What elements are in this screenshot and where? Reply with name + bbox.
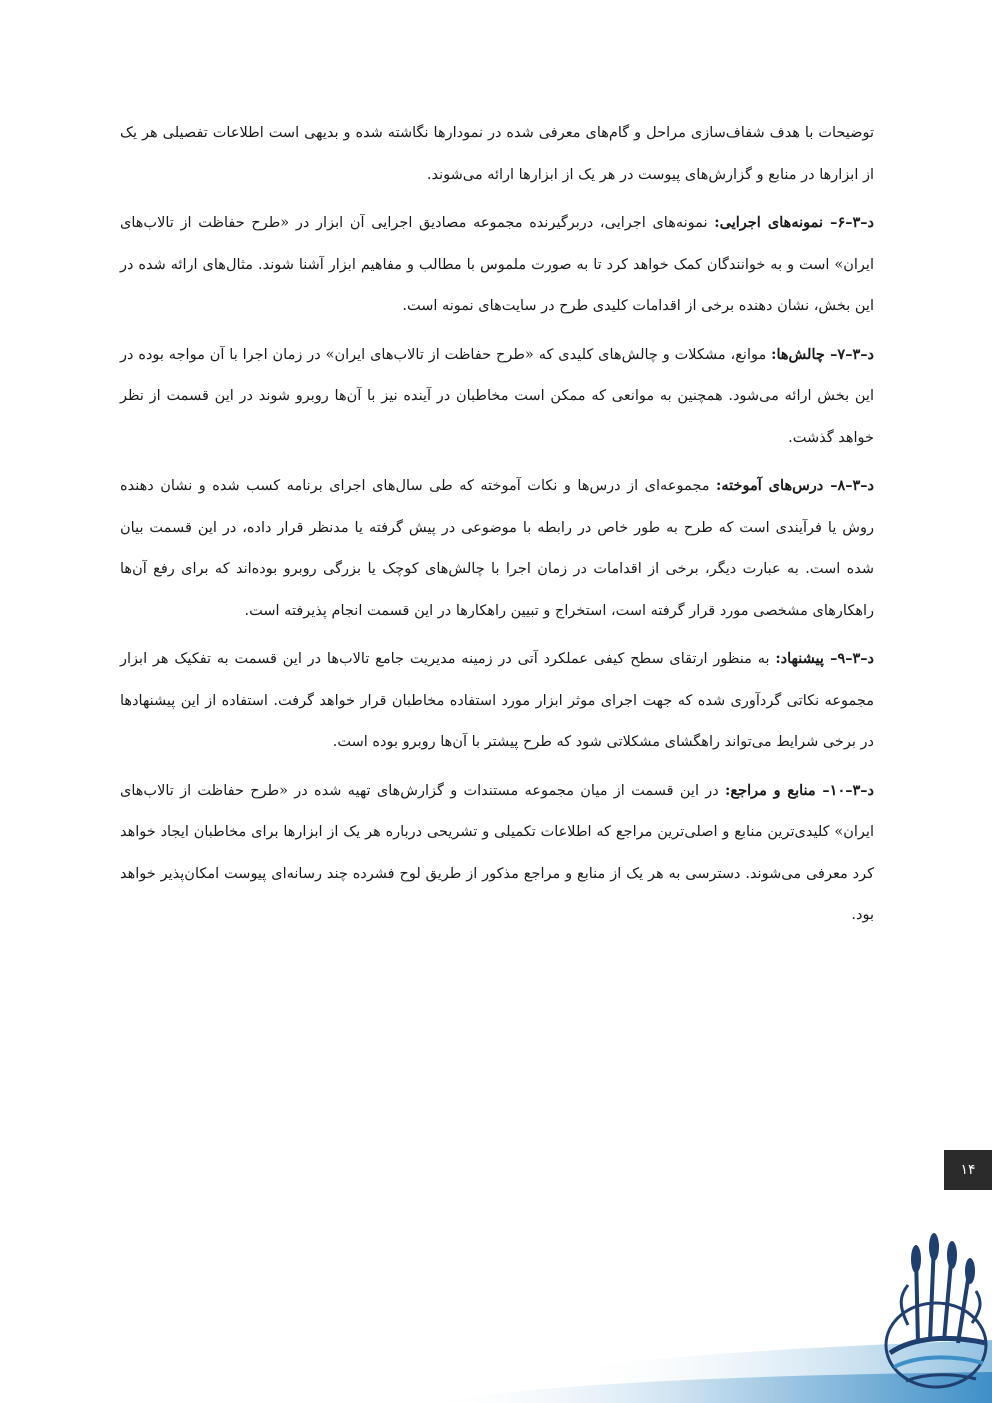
wave-decoration (0, 1150, 992, 1403)
paragraph-text: نمونه‌های اجرایی، دربرگیرنده مجموعه مصادیق اجرایی آن ابزار در «طرح حفاظت از تالاب‌های ایران» است و به خوانندگان کمک خواهد کرد تا به صورت ملموس با مطالب و مفاهیم ابزار آشنا شوند. مثال‌های ارائه شده در این بخش، نشان دهنده برخی از اقدامات کلیدی طرح در سایت‌های نمونه است. (120, 215, 874, 314)
paragraph-heading: د–۳–۱۰– منابع و مراجع: (725, 781, 874, 799)
paragraph-text: در این قسمت از میان مجموعه مستندات و گزارش‌های تهیه شده در «طرح حفاظت از تالاب‌های ایران» کلیدی‌ترین منابع و اصلی‌ترین مراجع که اطلاعات تکمیلی و تشریحی درباره هر یک از ابزارها برای مخاطبان ایجاد خواهد کرد معرفی می‌شوند. دسترسی به هر یک از منابع و مراجع مذکور از طریق لوح فشرده چند رسانه‌ای پیوست امکان‌پذیر خواهد بود. (120, 782, 874, 923)
paragraph-heading: د–۳–۹– پیشنهاد: (775, 650, 874, 667)
paragraph-heading: د–۳–۷– چالش‌ها: (771, 345, 874, 363)
paragraph-heading: د–۳–۶– نمونه‌های اجرایی: (714, 214, 874, 231)
page-number-tab (944, 1150, 992, 1190)
paragraph-text: موانع، مشکلات و چالش‌های کلیدی که «طرح حفاظت از تالاب‌های ایران» در زمان اجرا با آن مواجه بوده در این بخش ارائه می‌شود. همچنین به موانعی که ممکن است مخاطبان در آینده نیز با آن‌ها روبرو شوند در این قسمت از نظر خواهد گذشت. (120, 346, 874, 446)
paragraph-heading: د–۳–۸– درس‌های آموخته: (715, 477, 875, 494)
paragraph-executive-examples (120, 202, 874, 328)
paragraph-lessons-learned (120, 465, 874, 632)
paragraph-recommendation (120, 638, 874, 764)
paragraph-intro (120, 112, 874, 196)
paragraph-text: توضیحات با هدف شفاف‌سازی مراحل و گام‌های معرفی شده در نمودارها نگاشته شده و بدیهی است اطلاعات تفصیلی هر یک از ابزارها در منابع و گزارش‌های پیوست در هر یک از ابزارها ارائه می‌شوند. (120, 125, 874, 183)
wetland-logo-icon (868, 1225, 988, 1395)
paragraph-text: به منظور ارتقای سطح کیفی عملکرد آتی در زمینه مدیریت جامع تالاب‌ها در این قسمت به تفکیک هر ابزار مجموعه نکاتی گردآوری شده که جهت اجرای موثر ابزار مورد استفاده مخاطبان قرار خواهد گرفت. استفاده از این پیشنهادها در برخی شرایط می‌تواند راهگشای مشکلاتی شود که طرح پیشتر با آن‌ها روبرو بوده است. (120, 651, 874, 750)
document-body (120, 112, 874, 943)
paragraph-text: مجموعه‌ای از درس‌ها و نکات آموخته که طی سال‌های اجرای برنامه کسب شده و نشان دهنده روش یا فرآیندی است که طرح به طور خاص در رابطه با موضوعی در پیش گرفته یا مدنظر قرار داده، در این قسمت بیان شده است. به عبارت دیگر، برخی از اقدامات در زمان اجرا با چالش‌های کوچک یا بزرگی روبرو بوده‌اند که برای رفع آن‌ها راهکارهای مشخصی مورد قرار گرفته است، استخراج و تبیین راهکارها در این قسمت انجام پذیرفته است. (120, 478, 874, 619)
paragraph-references (120, 770, 874, 937)
paragraph-challenges (120, 334, 874, 460)
page-number: ۱۴ (960, 1162, 976, 1178)
